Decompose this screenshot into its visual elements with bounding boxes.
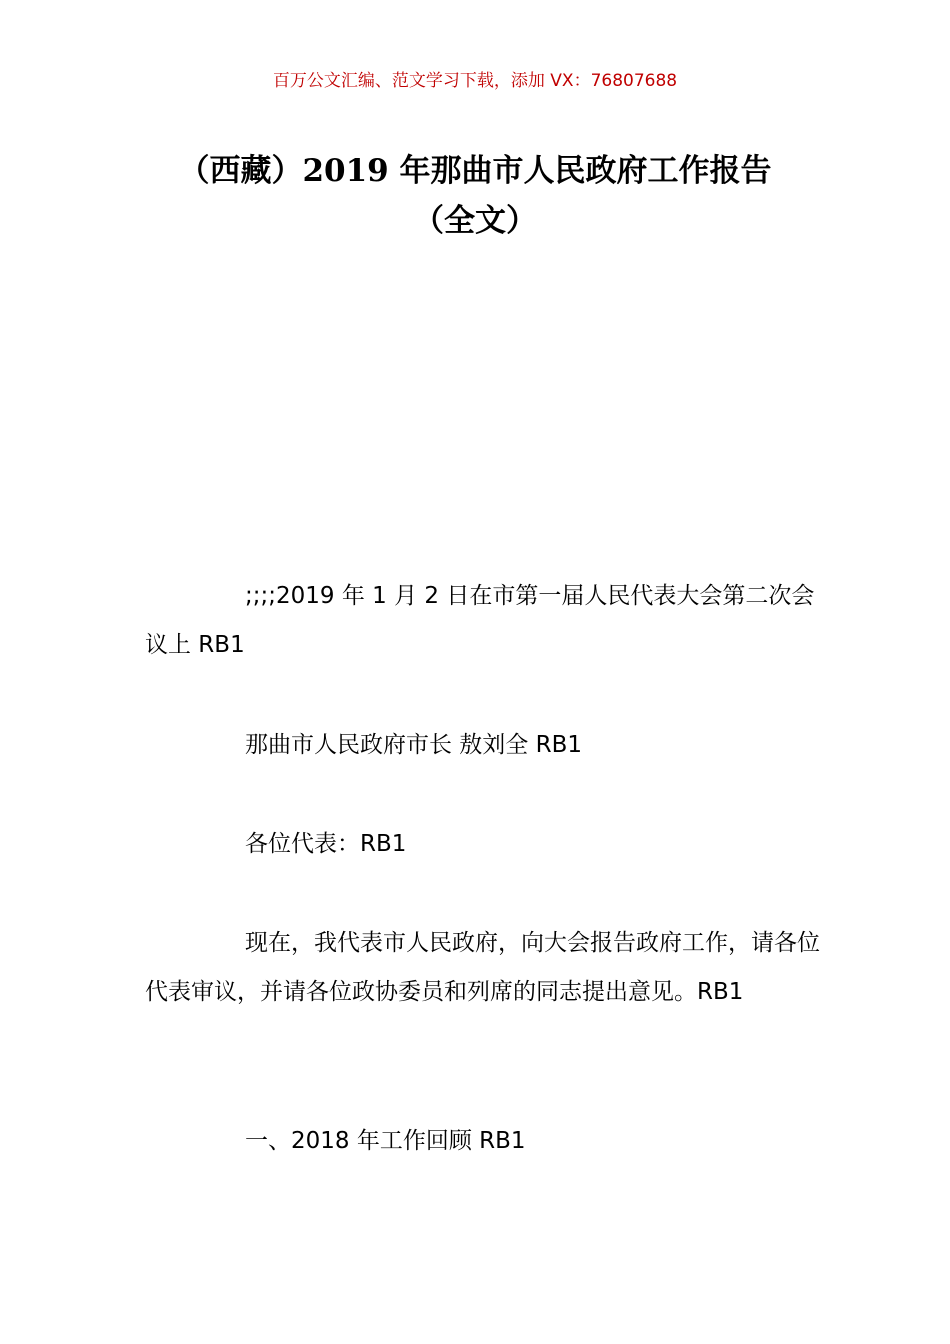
paragraph-salutation: 各位代表：RB1 <box>245 831 407 857</box>
document-title <box>60 146 890 246</box>
paragraph-intro: 现在，我代表市人民政府，向大会报告政府工作，请各位代表审议，并请各位政协委员和列席的同志提出意见。RB1 <box>145 930 820 1005</box>
paragraph-author: 那曲市人民政府市长 敖刘全 RB1 <box>245 732 583 758</box>
watermark-banner: 百万公文汇编、范文学习下载，添加 VX：76807688 <box>272 71 678 91</box>
title-line-1: （西藏）2019 年那曲市人民政府工作报告 <box>178 153 772 189</box>
title-line-2: （全文） <box>413 203 537 239</box>
section-heading: 一、2018 年工作回顾 RB1 <box>245 1128 526 1154</box>
paragraph-meeting-info: ;;;;2019 年 1 月 2 日在市第一届人民代表大会第二次会议上 RB1 <box>145 583 815 658</box>
